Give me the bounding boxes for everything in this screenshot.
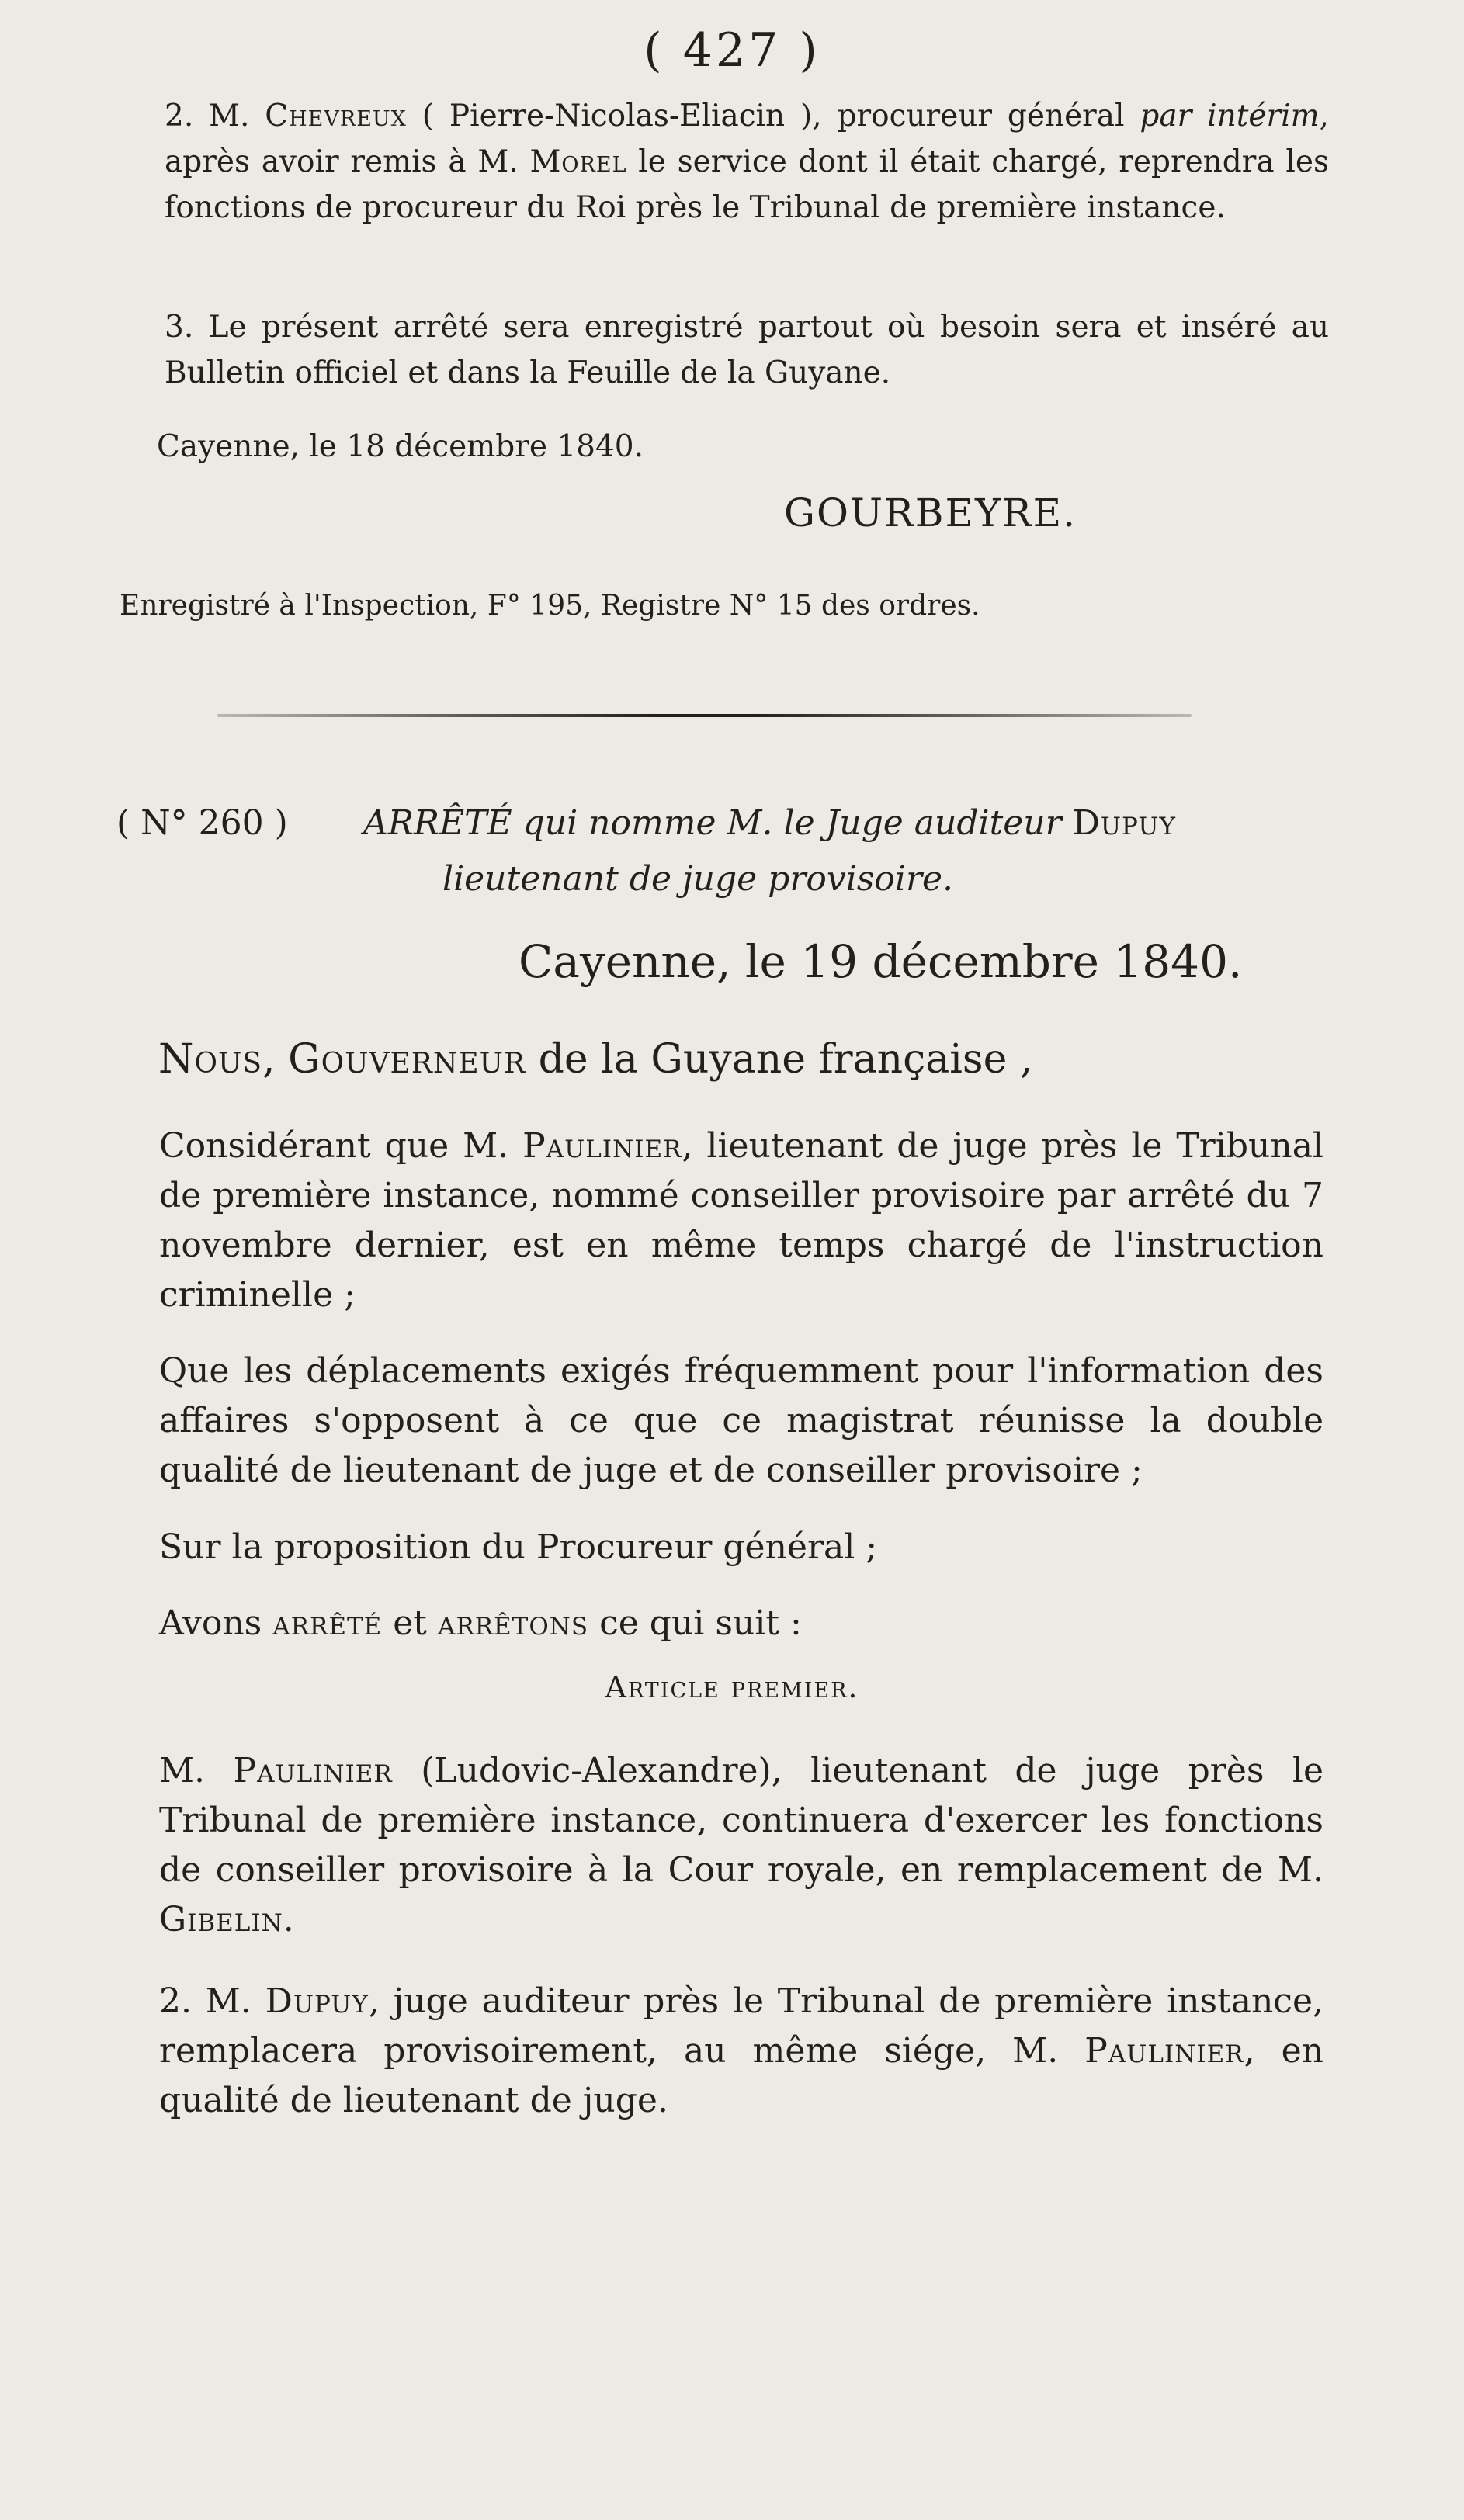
- article-text: , après avoir remis à M.: [165, 99, 1329, 179]
- article-text: 3. Le présent arrêté sera enregistré partout où besoin sera et inséré au Bulletin officiel et dans la Feuille de la Guyane.: [165, 310, 1329, 390]
- decree-number: ( N° 260 ): [116, 803, 288, 843]
- decree-date: Cayenne, le 19 décembre 1840.: [519, 935, 1243, 988]
- considerant-paragraph: Considérant que M. Paulinier, lieutenant de juge près le Tribunal de première instance, nommé conseiller provisoire par arrêté du 7 novembre dernier, est en même temps chargé de l'instruction criminelle ;: [159, 1126, 1323, 1315]
- previous-article-3: [165, 304, 1329, 396]
- person-name: Paulinier: [233, 1751, 393, 1790]
- decree-title: ARRÊTÉ qui nomme M. le Juge auditeur Dupuy: [363, 803, 1176, 843]
- article-text: M.: [209, 99, 265, 133]
- decree-title-line-2: lieutenant de juge provisoire.: [442, 859, 954, 899]
- article-number: 2.: [165, 99, 194, 133]
- person-name: Gibelin: [159, 1900, 283, 1939]
- page-number: ( 427 ): [644, 23, 820, 78]
- enacting-clause: Avons arrêté et arrêtons ce qui suit :: [159, 1603, 802, 1643]
- separator-rule: [217, 714, 1192, 717]
- previous-article-2: [165, 93, 1329, 231]
- article-text: ( Pierre-Nicolas-Eliacin ), procureur général: [406, 99, 1140, 133]
- signature: GOURBEYRE.: [784, 490, 1077, 536]
- person-name: Chevreux: [265, 99, 407, 133]
- person-name: Morel: [529, 144, 627, 179]
- article-1: M. Paulinier (Ludovic-Alexandre), lieutenant de juge près le Tribunal de première instance, continuera d'exercer les fonctions de conseiller provisoire à la Cour royale, en remplacement de M. Gibelin.: [159, 1751, 1323, 1939]
- person-name: Dupuy: [1072, 803, 1176, 843]
- article-2: 2. M. Dupuy, juge auditeur près le Tribunal de première instance, remplacera provisoirement, au même siége, M. Paulinier, en qualité de lieutenant de juge.: [159, 1981, 1323, 2120]
- preamble: Nous, Gouverneur de la Guyane française ,: [158, 1036, 1033, 1083]
- proposition-paragraph: Sur la proposition du Procureur général ;: [159, 1527, 878, 1567]
- person-name: Dupuy: [265, 1981, 369, 2021]
- article-heading: Article premier.: [605, 1670, 859, 1704]
- que-paragraph: Que les déplacements exigés fréquemment pour l'information des affaires s'opposent à ce que ce magistrat réunisse la double qualité de lieutenant de juge et de conseiller provisoire ;: [159, 1351, 1323, 1490]
- italic-text: par intérim: [1140, 99, 1320, 133]
- person-name: Paulinier: [522, 1126, 682, 1166]
- previous-date: Cayenne, le 18 décembre 1840.: [157, 429, 644, 464]
- registration-note: Enregistré à l'Inspection, F° 195, Registre N° 15 des ordres.: [120, 590, 980, 622]
- article-text: le service dont il était chargé, reprendra les fonctions de procureur du Roi près le Tribunal de première instance.: [165, 144, 1329, 225]
- person-name: Paulinier: [1084, 2031, 1244, 2071]
